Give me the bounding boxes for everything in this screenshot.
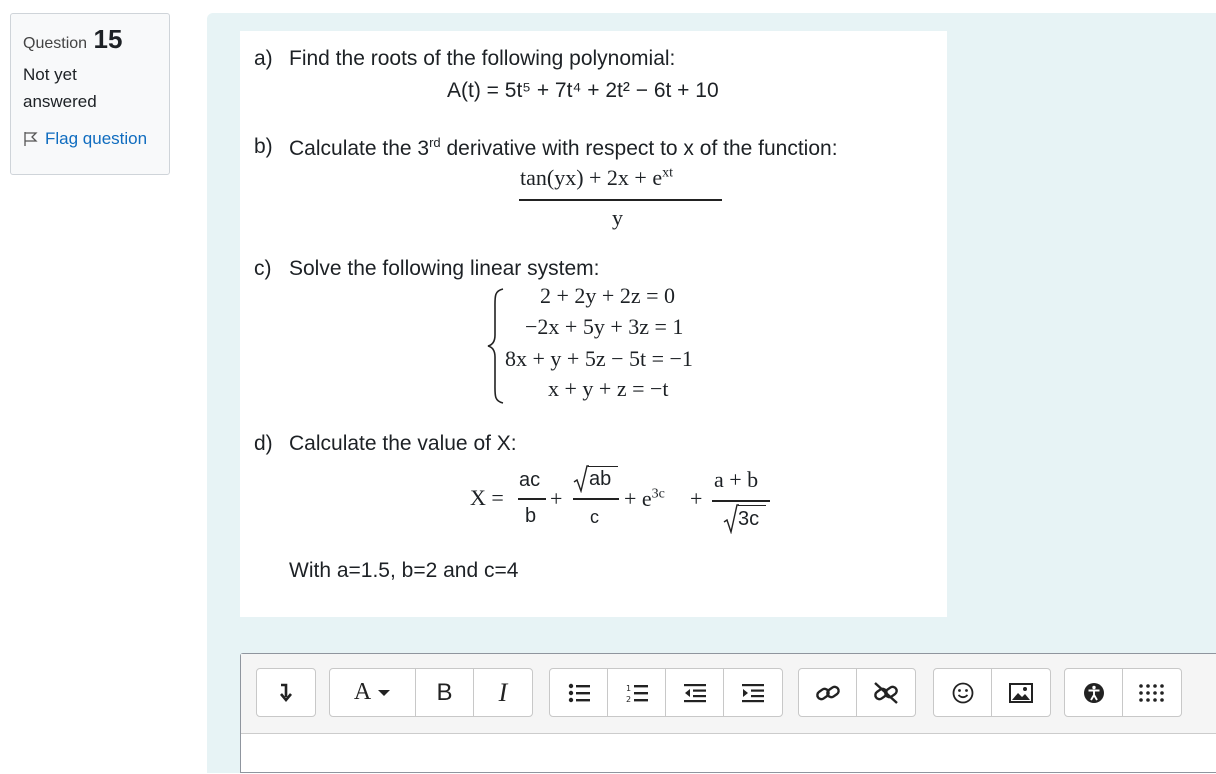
italic-label: I [498,677,508,707]
accessibility-icon [1083,682,1105,704]
ordered-list-button[interactable] [608,669,666,716]
link-icon [815,682,841,704]
system-equation-1: 2 + 2y + 2z = 0 [540,283,675,308]
toolbar-group-lists [549,668,783,717]
question-info-panel [10,13,170,175]
italic-button[interactable] [474,669,532,716]
toolbar-group-links [798,668,916,717]
bullet-list-icon [568,683,590,703]
part-a-letter: a) [254,47,273,70]
flag-icon [23,131,39,147]
flag-question-link[interactable] [23,129,157,149]
grid-dots-icon [1138,683,1166,703]
outdent-button[interactable] [666,669,724,716]
indent-button[interactable] [724,669,782,716]
system-brace [486,287,506,405]
outdent-icon [684,683,706,703]
sqrt-overline-2 [738,505,766,506]
smiley-icon [952,682,974,704]
accessibility-checker-button[interactable] [1065,669,1123,716]
more-options-button[interactable] [1123,669,1181,716]
frac2-bar [573,498,619,500]
plus-1: + [550,486,563,511]
part-c-text: Solve the following linear system: [289,257,600,280]
part-b-fraction-bar [519,199,722,201]
svg-text:2: 2 [625,694,631,703]
dropdown-caret-icon [377,688,391,698]
flag-question-label: Flag question [45,129,148,148]
toolbar-group-style [329,668,533,717]
plus-exp: + $e^{3c}$ [624,486,665,511]
question-image [240,31,947,617]
question-number [23,24,157,55]
frac1-denominator: b [525,505,537,527]
svg-text:1: 1 [625,683,631,693]
system-equation-4: x + y + z = −t [548,376,669,401]
unlink-icon [872,681,900,705]
editor-toolbar [241,654,1216,734]
frac1-numerator: ac [519,469,541,491]
answer-editor [240,653,1216,773]
part-b-denominator: y [612,205,623,230]
part-a-text: Find the roots of the following polynomial: [289,47,676,70]
show-more-buttons[interactable] [257,669,315,716]
given-values: With a=1.5, b=2 and c=4 [289,559,519,582]
insert-image-button[interactable] [992,669,1050,716]
plus-3: + [690,486,703,511]
frac3-numerator: a + b [714,467,759,492]
system-equation-2: −2x + 5y + 3z = 1 [525,314,684,339]
frac2-denominator: c [590,507,599,527]
frac1-bar [518,498,546,500]
system-equation-3: 8x + y + 5z − 5t = −1 [505,346,693,371]
link-button[interactable] [799,669,857,716]
part-d-letter: d) [254,432,273,455]
sqrt-sign-2 [723,504,739,534]
answer-text-area[interactable] [241,734,1216,774]
unlink-button[interactable] [857,669,915,716]
toolbar-group-insert [933,668,1051,717]
toolbar-group-collapse [256,668,316,717]
bold-button[interactable] [416,669,474,716]
part-a-formula: A(t) = 5t⁵ + 7t⁴ + 2t² − 6t + 10 [447,79,719,102]
numbered-list-icon [626,683,648,703]
font-color-button[interactable] [330,669,416,716]
part-b-letter: b) [254,135,273,158]
part-b-text: Calculate the 3rd derivative with respect to x of the function: [289,135,838,160]
expand-arrow-icon [277,683,295,703]
font-color-label: A [353,679,372,705]
part-c-letter: c) [254,257,272,280]
part-d-text: Calculate the value of X: [289,432,517,455]
frac2-numerator: ab [589,468,612,490]
indent-icon [742,683,764,703]
frac3-denominator: 3c [738,508,760,530]
toolbar-group-tools [1064,668,1182,717]
emoji-button[interactable] [934,669,992,716]
bold-label: B [436,678,453,706]
x-lhs: X = [470,485,504,510]
sqrt-sign-1 [573,465,589,493]
frac3-bar [712,500,770,502]
question-state: Not yet answered [23,65,97,111]
part-b-numerator: $\tan(yx) + 2x + e^{xt}$ [520,165,673,190]
unordered-list-button[interactable] [550,669,608,716]
image-icon [1009,683,1033,703]
question-number-value: 15 [93,24,123,54]
question-label: Question [23,35,88,52]
